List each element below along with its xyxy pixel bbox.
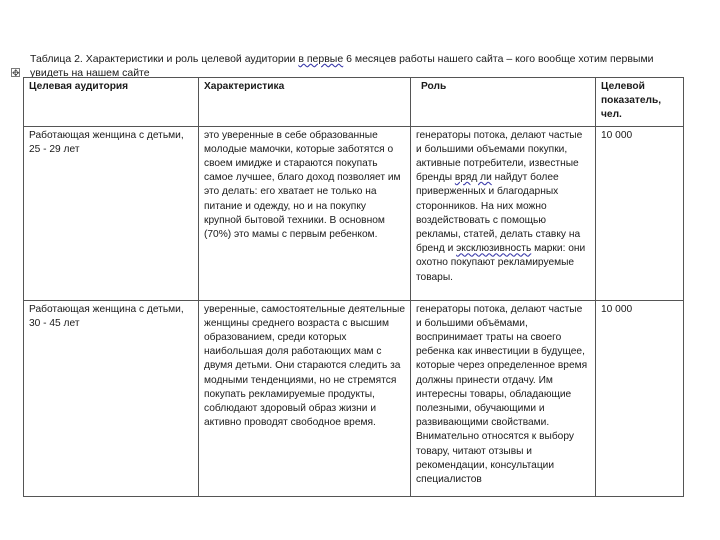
header-characteristic: Характеристика — [199, 78, 411, 127]
role-spellcheck-word-1: вряд ли — [454, 172, 492, 184]
cell-indicator: 10 000 — [596, 300, 684, 496]
role-text-c: марки: они охотно покупают рекламируемые товары. — [416, 243, 586, 283]
audience-table — [23, 77, 684, 497]
caption-spellcheck-word: в первые — [298, 53, 344, 65]
header-audience: Целевая аудитория — [24, 78, 199, 127]
cell-characteristic: уверенные, самостоятельные деятельные женщины среднего возраста с высшим образованием, среди которых наибольшая доля работающих мам с двумя детьми. Они стараются следить за модными тенденциями, но не стремятся покупать рекламируемые продукты, соблюдают здоровый образ жизни и активно проводят свободное время. — [199, 300, 411, 496]
role-text-a: генераторы потока, делают частые и большими объемами покупки, активные потребители, известные бренды — [416, 129, 583, 184]
header-role: Роль — [411, 78, 596, 127]
cell-audience: Работающая женщина с детьми, 25 - 29 лет — [24, 126, 199, 300]
cell-role — [411, 126, 596, 300]
table-caption — [30, 52, 690, 80]
table-move-handle-icon[interactable]: ✥ — [12, 68, 20, 78]
table-header-row — [24, 78, 684, 127]
cell-indicator: 10 000 — [596, 126, 684, 300]
table-row — [24, 300, 684, 496]
role-text-b: найдут более приверженных и благодарных сторонников. На них можно воздействовать с помощью рекламы, статей, делать ставку на бренд и — [416, 172, 581, 255]
caption-suffix: 6 месяцев работы нашего сайта – кого вообще хотим первыми увидеть на нашем сайте — [30, 53, 654, 79]
caption-prefix: Таблица 2. Характеристики и роль целевой аудитории — [30, 53, 299, 65]
header-indicator: Целевой показатель, чел. — [596, 78, 684, 127]
role-spellcheck-word-2: эксклюзивность — [456, 243, 532, 255]
cell-audience: Работающая женщина с детьми, 30 - 45 лет — [24, 300, 199, 496]
cell-characteristic: это уверенные в себе образованные молодые мамочки, которые заботятся о своем имидже и стараются покупать самое лучшее, благо доход позволяет им это делать: его хватает не только на питание и одежду, но и на покупку крупной бытовой техники. В основном (70%) это мамы с первым ребенком. — [199, 126, 411, 300]
table-row — [24, 126, 684, 300]
cell-role: генераторы потока, делают частые и большими объёмами, воспринимает траты на своего ребенка как инвестиции в будущее, которые через определенное время должны принести отдачу. Им интересны товары, обладающие полезными, обучающими и развивающими свойствами. Внимательно относятся к выбору товару, читают отзывы и рекомендации, консультации специалистов — [411, 300, 596, 496]
